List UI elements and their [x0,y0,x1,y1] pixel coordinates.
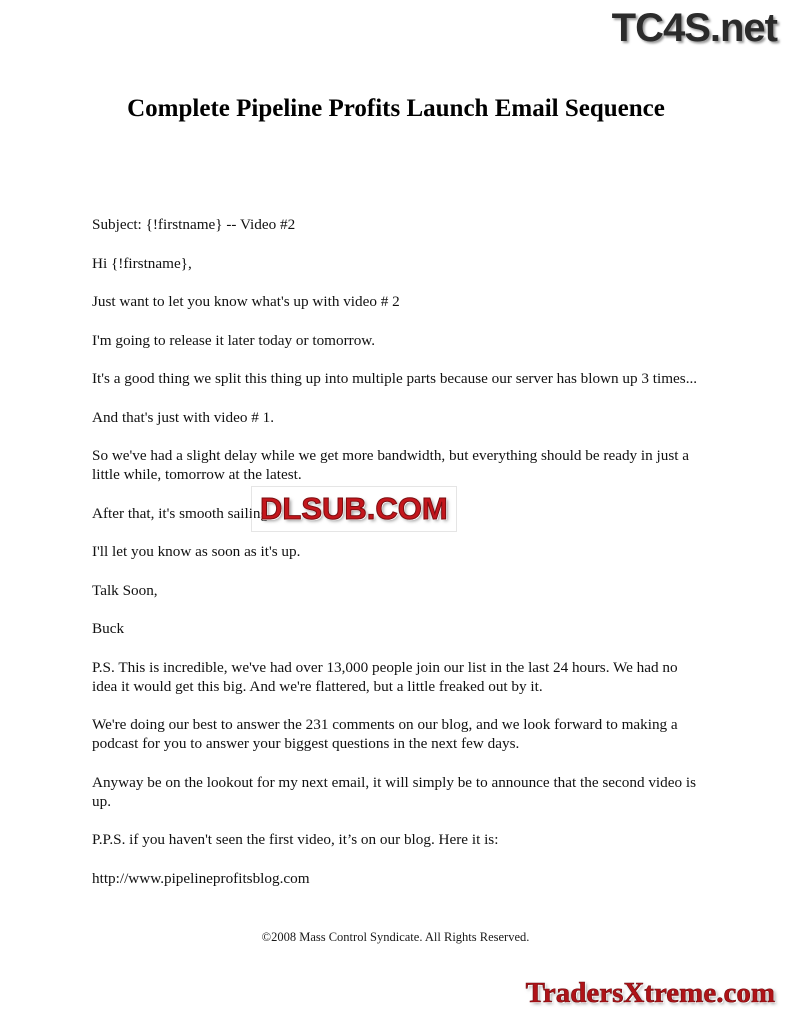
bottom-right-watermark: TradersXtreme.com [525,977,775,1009]
top-right-watermark: TC4S.net [611,6,777,50]
paragraph: Just want to let you know what's up with video # 2 [92,293,400,310]
paragraph: I'll let you know as soon as it's up. [92,543,301,560]
paragraph: Anyway be on the lookout for my next email, it will simply be to announce that the second video is up. [92,773,697,810]
paragraph: So we've had a slight delay while we get more bandwidth, but everything should be ready in just a little while, tomorrow at the latest. [92,447,690,483]
paragraph-pps: P.P.S. if you haven't seen the first video, it’s on our blog. Here it is: [92,831,499,848]
paragraph: After that, it's smooth sailing. [92,504,272,522]
paragraph: We're doing our best to answer the 231 comments on our blog, and we look forward to making a podcast for you to answer your biggest questions in the next few days. [92,716,678,752]
paragraph-signoff: Talk Soon, [92,581,158,599]
paragraph-subject: Subject: {!firstname} -- Video #2 [92,216,296,233]
paragraph: It's a good thing we split this thing up into multiple parts because our server has blown up 3 times... [92,370,698,387]
page-title: Complete Pipeline Profits Launch Email Sequence [127,95,665,122]
copyright-footer: ©2008 Mass Control Syndicate. All Rights Reserved. [261,930,530,944]
paragraph-greeting: Hi {!firstname}, [92,254,192,272]
document-body [92,215,699,907]
blog-url[interactable]: http://www.pipelineprofitsblog.com [92,869,310,887]
paragraph-signature: Buck [92,620,125,637]
paragraph: And that's just with video # 1. [92,408,275,426]
center-stamp-watermark: DLSUB.COM [252,487,456,531]
paragraph: I'm going to release it later today or tomorrow. [92,331,376,349]
paragraph-ps: P.S. This is incredible, we've had over 13,000 people join our list in the last 24 hours. We had no idea it would get this big. And we're flattered, but a little freaked out by it. [92,658,678,695]
